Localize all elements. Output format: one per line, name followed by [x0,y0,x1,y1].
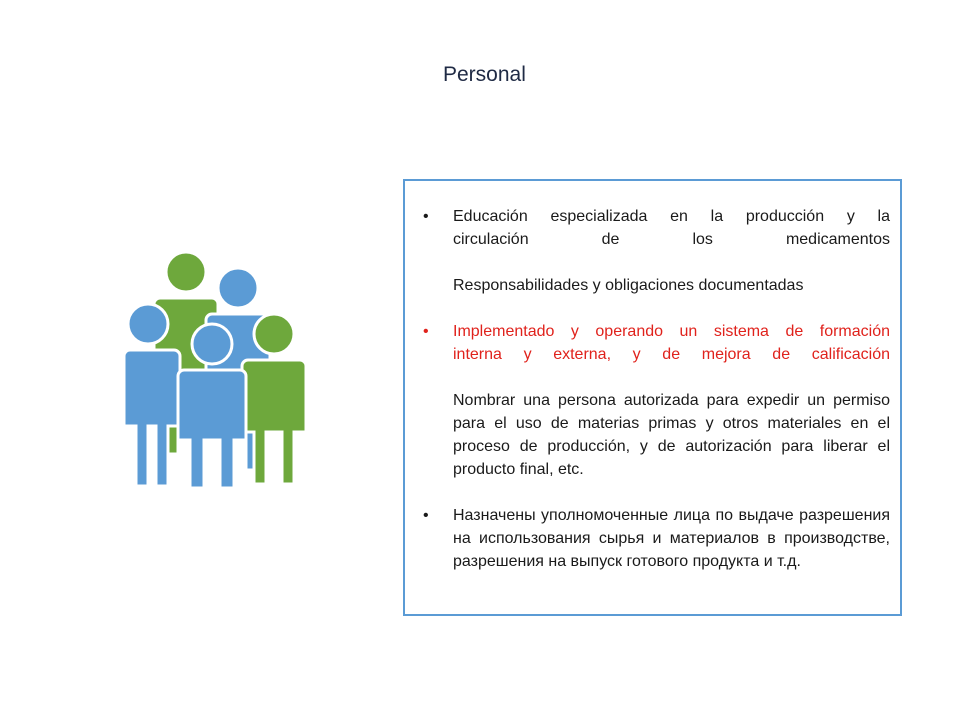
item-text: Responsabilidades y obligaciones documentadas [453,277,804,294]
list-item [423,320,890,481]
item-text: interna y externa, y de mejora de calificación [453,346,890,363]
people-group-icon [108,240,318,490]
item-text: Nombrar una persona autorizada para expedir un permiso para el uso de materias primas y otros materiales en el proceso de producción, y de autorización para liberar el producto final, etc. [453,392,890,478]
bullet: • [423,208,429,225]
item-text: Назначены уполномоченные лица по выдаче разрешения на использования сырья и материалов в производстве, разрешения на выпуск готового продукта и т.д. [453,507,890,570]
bullet: • [423,507,429,524]
list-item [423,205,890,297]
content-box [403,179,902,616]
list-item [423,504,890,573]
item-text: circulación de los medicamentos [453,231,890,248]
item-text: Educación especializada en la producción y la [453,208,890,225]
bullet: • [423,323,429,340]
item-text: Implementado y operando un sistema de formación [453,323,890,340]
page-title: Personal [443,63,526,86]
